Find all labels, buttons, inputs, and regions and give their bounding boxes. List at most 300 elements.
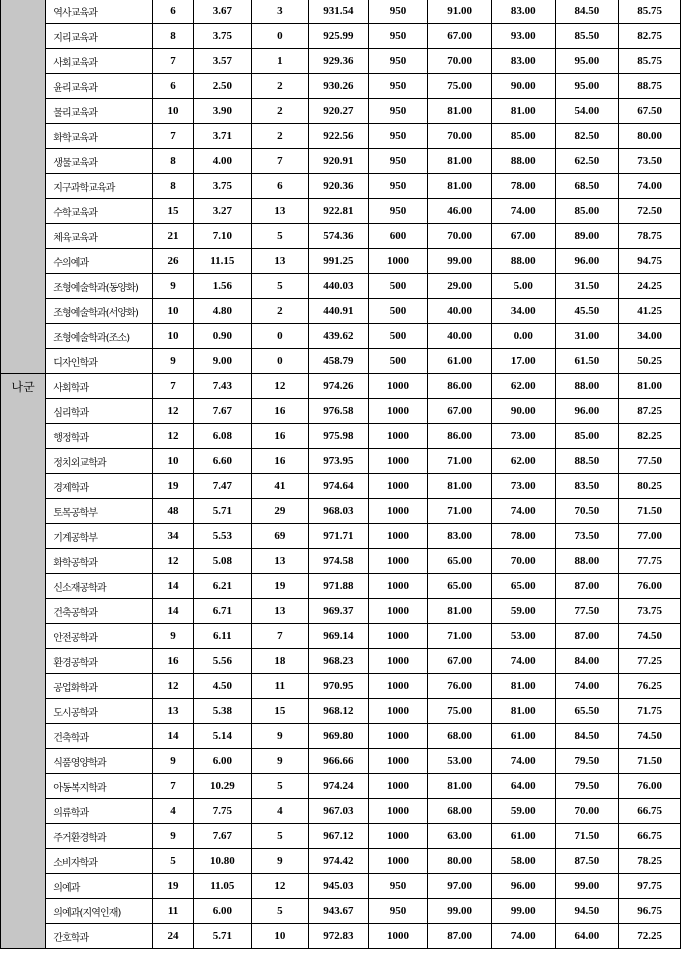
table-row: [1, 249, 681, 274]
converted-score-cell: 976.58: [309, 399, 369, 424]
quota-cell: 6: [153, 74, 194, 99]
math-score-cell: 99.00: [555, 874, 619, 899]
waitlist-rank-cell: 15: [251, 699, 309, 724]
table-row: [1, 199, 681, 224]
math-score-cell: 79.50: [555, 749, 619, 774]
max-score-cell: 1000: [368, 849, 428, 874]
table-row: [1, 374, 681, 399]
math-score-cell: 84.50: [555, 0, 619, 24]
english-score-cell: 62.00: [491, 449, 555, 474]
department-cell: 신소재공학과: [46, 574, 153, 599]
waitlist-rank-cell: 12: [251, 374, 309, 399]
converted-score-cell: 929.36: [309, 49, 369, 74]
average-score-cell: 82.75: [619, 24, 681, 49]
quota-cell: 9: [153, 274, 194, 299]
max-score-cell: 1000: [368, 399, 428, 424]
math-score-cell: 68.50: [555, 174, 619, 199]
max-score-cell: 1000: [368, 649, 428, 674]
table-row: [1, 299, 681, 324]
table-row: [1, 574, 681, 599]
math-score-cell: 85.00: [555, 424, 619, 449]
waitlist-rank-cell: 0: [251, 324, 309, 349]
korean-score-cell: 75.00: [428, 74, 492, 99]
average-score-cell: 96.75: [619, 899, 681, 924]
math-score-cell: 31.00: [555, 324, 619, 349]
korean-score-cell: 46.00: [428, 199, 492, 224]
waitlist-rank-cell: 7: [251, 149, 309, 174]
max-score-cell: 950: [368, 24, 428, 49]
waitlist-rank-cell: 2: [251, 99, 309, 124]
competition-rate-cell: 6.00: [194, 899, 252, 924]
average-score-cell: 78.75: [619, 224, 681, 249]
waitlist-rank-cell: 16: [251, 449, 309, 474]
max-score-cell: 600: [368, 224, 428, 249]
average-score-cell: 73.75: [619, 599, 681, 624]
converted-score-cell: 974.24: [309, 774, 369, 799]
korean-score-cell: 99.00: [428, 899, 492, 924]
waitlist-rank-cell: 19: [251, 574, 309, 599]
korean-score-cell: 75.00: [428, 699, 492, 724]
quota-cell: 14: [153, 724, 194, 749]
math-score-cell: 95.00: [555, 74, 619, 99]
korean-score-cell: 71.00: [428, 449, 492, 474]
english-score-cell: 73.00: [491, 424, 555, 449]
converted-score-cell: 966.66: [309, 749, 369, 774]
table-row: [1, 674, 681, 699]
converted-score-cell: 930.26: [309, 74, 369, 99]
table-row: [1, 699, 681, 724]
average-score-cell: 71.75: [619, 699, 681, 724]
department-cell: 기계공학부: [46, 524, 153, 549]
korean-score-cell: 81.00: [428, 474, 492, 499]
max-score-cell: 1000: [368, 749, 428, 774]
english-score-cell: 70.00: [491, 549, 555, 574]
waitlist-rank-cell: 1: [251, 49, 309, 74]
max-score-cell: 1000: [368, 599, 428, 624]
max-score-cell: 1000: [368, 249, 428, 274]
math-score-cell: 70.00: [555, 799, 619, 824]
korean-score-cell: 65.00: [428, 549, 492, 574]
competition-rate-cell: 3.75: [194, 174, 252, 199]
english-score-cell: 88.00: [491, 249, 555, 274]
department-cell: 정치외교학과: [46, 449, 153, 474]
english-score-cell: 61.00: [491, 724, 555, 749]
competition-rate-cell: 7.67: [194, 399, 252, 424]
waitlist-rank-cell: 2: [251, 124, 309, 149]
department-cell: 간호학과: [46, 924, 153, 949]
competition-rate-cell: 5.71: [194, 924, 252, 949]
competition-rate-cell: 3.71: [194, 124, 252, 149]
table-row: [1, 924, 681, 949]
competition-rate-cell: 3.75: [194, 24, 252, 49]
quota-cell: 9: [153, 349, 194, 374]
waitlist-rank-cell: 18: [251, 649, 309, 674]
max-score-cell: 950: [368, 149, 428, 174]
waitlist-rank-cell: 5: [251, 274, 309, 299]
english-score-cell: 74.00: [491, 924, 555, 949]
english-score-cell: 64.00: [491, 774, 555, 799]
table-row: [1, 399, 681, 424]
korean-score-cell: 81.00: [428, 174, 492, 199]
converted-score-cell: 967.03: [309, 799, 369, 824]
math-score-cell: 45.50: [555, 299, 619, 324]
competition-rate-cell: 5.14: [194, 724, 252, 749]
korean-score-cell: 68.00: [428, 724, 492, 749]
department-cell: 도시공학과: [46, 699, 153, 724]
converted-score-cell: 970.95: [309, 674, 369, 699]
competition-rate-cell: 1.56: [194, 274, 252, 299]
waitlist-rank-cell: 12: [251, 874, 309, 899]
english-score-cell: 65.00: [491, 574, 555, 599]
converted-score-cell: 969.37: [309, 599, 369, 624]
waitlist-rank-cell: 9: [251, 749, 309, 774]
math-score-cell: 87.00: [555, 574, 619, 599]
english-score-cell: 90.00: [491, 399, 555, 424]
competition-rate-cell: 7.43: [194, 374, 252, 399]
math-score-cell: 88.00: [555, 549, 619, 574]
quota-cell: 7: [153, 774, 194, 799]
department-cell: 의예과(지역인재): [46, 899, 153, 924]
converted-score-cell: 458.79: [309, 349, 369, 374]
english-score-cell: 88.00: [491, 149, 555, 174]
department-cell: 지리교육과: [46, 24, 153, 49]
table-row: [1, 74, 681, 99]
korean-score-cell: 68.00: [428, 799, 492, 824]
table-row: [1, 474, 681, 499]
average-score-cell: 74.00: [619, 174, 681, 199]
max-score-cell: 1000: [368, 674, 428, 699]
average-score-cell: 24.25: [619, 274, 681, 299]
department-cell: 소비자학과: [46, 849, 153, 874]
math-score-cell: 88.00: [555, 374, 619, 399]
english-score-cell: 58.00: [491, 849, 555, 874]
quota-cell: 48: [153, 499, 194, 524]
competition-rate-cell: 5.38: [194, 699, 252, 724]
group-cell: [1, 374, 46, 949]
table-row: [1, 799, 681, 824]
average-score-cell: 76.00: [619, 774, 681, 799]
max-score-cell: 1000: [368, 499, 428, 524]
waitlist-rank-cell: 0: [251, 349, 309, 374]
english-score-cell: 78.00: [491, 174, 555, 199]
table-row: [1, 499, 681, 524]
max-score-cell: 950: [368, 874, 428, 899]
quota-cell: 10: [153, 449, 194, 474]
english-score-cell: 74.00: [491, 499, 555, 524]
waitlist-rank-cell: 9: [251, 849, 309, 874]
competition-rate-cell: 5.71: [194, 499, 252, 524]
average-score-cell: 66.75: [619, 799, 681, 824]
max-score-cell: 1000: [368, 524, 428, 549]
korean-score-cell: 53.00: [428, 749, 492, 774]
math-score-cell: 71.50: [555, 824, 619, 849]
department-cell: 환경공학과: [46, 649, 153, 674]
max-score-cell: 500: [368, 299, 428, 324]
waitlist-rank-cell: 2: [251, 299, 309, 324]
average-score-cell: 73.50: [619, 149, 681, 174]
table-row: [1, 824, 681, 849]
math-score-cell: 74.00: [555, 674, 619, 699]
max-score-cell: 1000: [368, 474, 428, 499]
competition-rate-cell: 10.29: [194, 774, 252, 799]
quota-cell: 9: [153, 749, 194, 774]
quota-cell: 10: [153, 99, 194, 124]
waitlist-rank-cell: 3: [251, 0, 309, 24]
competition-rate-cell: 5.53: [194, 524, 252, 549]
table-row: [1, 174, 681, 199]
math-score-cell: 85.50: [555, 24, 619, 49]
competition-rate-cell: 5.56: [194, 649, 252, 674]
converted-score-cell: 967.12: [309, 824, 369, 849]
english-score-cell: 67.00: [491, 224, 555, 249]
korean-score-cell: 83.00: [428, 524, 492, 549]
korean-score-cell: 91.00: [428, 0, 492, 24]
converted-score-cell: 974.64: [309, 474, 369, 499]
waitlist-rank-cell: 16: [251, 424, 309, 449]
average-score-cell: 41.25: [619, 299, 681, 324]
max-score-cell: 500: [368, 324, 428, 349]
quota-cell: 9: [153, 624, 194, 649]
competition-rate-cell: 7.47: [194, 474, 252, 499]
waitlist-rank-cell: 41: [251, 474, 309, 499]
max-score-cell: 1000: [368, 549, 428, 574]
math-score-cell: 94.50: [555, 899, 619, 924]
max-score-cell: 500: [368, 274, 428, 299]
quota-cell: 7: [153, 374, 194, 399]
department-cell: 조형예술학과(동양화): [46, 274, 153, 299]
math-score-cell: 95.00: [555, 49, 619, 74]
table-row: [1, 524, 681, 549]
korean-score-cell: 67.00: [428, 24, 492, 49]
korean-score-cell: 70.00: [428, 224, 492, 249]
quota-cell: 14: [153, 574, 194, 599]
math-score-cell: 73.50: [555, 524, 619, 549]
korean-score-cell: 40.00: [428, 299, 492, 324]
quota-cell: 19: [153, 874, 194, 899]
average-score-cell: 76.00: [619, 574, 681, 599]
quota-cell: 11: [153, 899, 194, 924]
converted-score-cell: 574.36: [309, 224, 369, 249]
competition-rate-cell: 4.80: [194, 299, 252, 324]
converted-score-cell: 922.56: [309, 124, 369, 149]
max-score-cell: 1000: [368, 374, 428, 399]
max-score-cell: 1000: [368, 449, 428, 474]
max-score-cell: 1000: [368, 824, 428, 849]
math-score-cell: 79.50: [555, 774, 619, 799]
average-score-cell: 71.50: [619, 749, 681, 774]
converted-score-cell: 920.91: [309, 149, 369, 174]
waitlist-rank-cell: 13: [251, 599, 309, 624]
competition-rate-cell: 6.21: [194, 574, 252, 599]
korean-score-cell: 86.00: [428, 374, 492, 399]
math-score-cell: 85.00: [555, 199, 619, 224]
table-row: [1, 774, 681, 799]
math-score-cell: 54.00: [555, 99, 619, 124]
average-score-cell: 72.50: [619, 199, 681, 224]
department-cell: 심리학과: [46, 399, 153, 424]
math-score-cell: 61.50: [555, 349, 619, 374]
table-row: [1, 124, 681, 149]
english-score-cell: 17.00: [491, 349, 555, 374]
waitlist-rank-cell: 9: [251, 724, 309, 749]
waitlist-rank-cell: 16: [251, 399, 309, 424]
competition-rate-cell: 6.71: [194, 599, 252, 624]
department-cell: 경제학과: [46, 474, 153, 499]
group-cell-blank: [1, 0, 46, 374]
quota-cell: 15: [153, 199, 194, 224]
english-score-cell: 81.00: [491, 699, 555, 724]
korean-score-cell: 70.00: [428, 49, 492, 74]
waitlist-rank-cell: 2: [251, 74, 309, 99]
department-cell: 물리교육과: [46, 99, 153, 124]
waitlist-rank-cell: 13: [251, 549, 309, 574]
quota-cell: 8: [153, 149, 194, 174]
average-score-cell: 80.25: [619, 474, 681, 499]
table-row: [1, 599, 681, 624]
quota-cell: 7: [153, 49, 194, 74]
table-row: [1, 649, 681, 674]
quota-cell: 6: [153, 0, 194, 24]
max-score-cell: 1000: [368, 774, 428, 799]
average-score-cell: 88.75: [619, 74, 681, 99]
korean-score-cell: 67.00: [428, 399, 492, 424]
average-score-cell: 80.00: [619, 124, 681, 149]
converted-score-cell: 972.83: [309, 924, 369, 949]
average-score-cell: 77.00: [619, 524, 681, 549]
table-row: [1, 49, 681, 74]
department-cell: 행정학과: [46, 424, 153, 449]
quota-cell: 5: [153, 849, 194, 874]
quota-cell: 12: [153, 399, 194, 424]
table-row: [1, 899, 681, 924]
average-score-cell: 74.50: [619, 624, 681, 649]
average-score-cell: 77.75: [619, 549, 681, 574]
average-score-cell: 76.25: [619, 674, 681, 699]
quota-cell: 26: [153, 249, 194, 274]
korean-score-cell: 63.00: [428, 824, 492, 849]
korean-score-cell: 80.00: [428, 849, 492, 874]
quota-cell: 9: [153, 824, 194, 849]
table-row: [1, 24, 681, 49]
department-cell: 의예과: [46, 874, 153, 899]
quota-cell: 21: [153, 224, 194, 249]
table-row: [1, 724, 681, 749]
quota-cell: 10: [153, 324, 194, 349]
table-row: [1, 99, 681, 124]
quota-cell: 24: [153, 924, 194, 949]
korean-score-cell: 67.00: [428, 649, 492, 674]
department-cell: 수학교육과: [46, 199, 153, 224]
competition-rate-cell: 2.50: [194, 74, 252, 99]
korean-score-cell: 86.00: [428, 424, 492, 449]
korean-score-cell: 81.00: [428, 774, 492, 799]
math-score-cell: 96.00: [555, 399, 619, 424]
quota-cell: 8: [153, 174, 194, 199]
average-score-cell: 81.00: [619, 374, 681, 399]
average-score-cell: 66.75: [619, 824, 681, 849]
math-score-cell: 70.50: [555, 499, 619, 524]
max-score-cell: 1000: [368, 724, 428, 749]
competition-rate-cell: 6.60: [194, 449, 252, 474]
math-score-cell: 87.00: [555, 624, 619, 649]
converted-score-cell: 968.12: [309, 699, 369, 724]
korean-score-cell: 81.00: [428, 599, 492, 624]
english-score-cell: 59.00: [491, 599, 555, 624]
waitlist-rank-cell: 5: [251, 824, 309, 849]
korean-score-cell: 81.00: [428, 149, 492, 174]
converted-score-cell: 974.58: [309, 549, 369, 574]
table-row: [1, 224, 681, 249]
english-score-cell: 99.00: [491, 899, 555, 924]
quota-cell: 4: [153, 799, 194, 824]
converted-score-cell: 945.03: [309, 874, 369, 899]
table-row: [1, 849, 681, 874]
department-cell: 의류학과: [46, 799, 153, 824]
english-score-cell: 83.00: [491, 49, 555, 74]
english-score-cell: 73.00: [491, 474, 555, 499]
department-cell: 디자인학과: [46, 349, 153, 374]
competition-rate-cell: 0.90: [194, 324, 252, 349]
waitlist-rank-cell: 13: [251, 249, 309, 274]
competition-rate-cell: 4.50: [194, 674, 252, 699]
average-score-cell: 71.50: [619, 499, 681, 524]
average-score-cell: 74.50: [619, 724, 681, 749]
competition-rate-cell: 7.67: [194, 824, 252, 849]
korean-score-cell: 71.00: [428, 624, 492, 649]
converted-score-cell: 931.54: [309, 0, 369, 24]
competition-rate-cell: 3.67: [194, 0, 252, 24]
english-score-cell: 61.00: [491, 824, 555, 849]
math-score-cell: 82.50: [555, 124, 619, 149]
department-cell: 화학공학과: [46, 549, 153, 574]
converted-score-cell: 975.98: [309, 424, 369, 449]
english-score-cell: 74.00: [491, 199, 555, 224]
department-cell: 조형예술학과(조소): [46, 324, 153, 349]
group-label: 나군: [11, 380, 35, 394]
waitlist-rank-cell: 6: [251, 174, 309, 199]
quota-cell: 12: [153, 424, 194, 449]
waitlist-rank-cell: 13: [251, 199, 309, 224]
waitlist-rank-cell: 11: [251, 674, 309, 699]
korean-score-cell: 97.00: [428, 874, 492, 899]
english-score-cell: 90.00: [491, 74, 555, 99]
waitlist-rank-cell: 29: [251, 499, 309, 524]
math-score-cell: 83.50: [555, 474, 619, 499]
max-score-cell: 1000: [368, 699, 428, 724]
english-score-cell: 5.00: [491, 274, 555, 299]
waitlist-rank-cell: 5: [251, 774, 309, 799]
korean-score-cell: 87.00: [428, 924, 492, 949]
max-score-cell: 950: [368, 0, 428, 24]
average-score-cell: 50.25: [619, 349, 681, 374]
table-row: [1, 274, 681, 299]
table-row: [1, 324, 681, 349]
max-score-cell: 950: [368, 99, 428, 124]
math-score-cell: 87.50: [555, 849, 619, 874]
quota-cell: 13: [153, 699, 194, 724]
competition-rate-cell: 3.27: [194, 199, 252, 224]
max-score-cell: 1000: [368, 624, 428, 649]
department-cell: 건축공학과: [46, 599, 153, 624]
department-cell: 화학교육과: [46, 124, 153, 149]
korean-score-cell: 71.00: [428, 499, 492, 524]
english-score-cell: 81.00: [491, 674, 555, 699]
korean-score-cell: 81.00: [428, 99, 492, 124]
english-score-cell: 0.00: [491, 324, 555, 349]
english-score-cell: 59.00: [491, 799, 555, 824]
korean-score-cell: 76.00: [428, 674, 492, 699]
department-cell: 수의예과: [46, 249, 153, 274]
